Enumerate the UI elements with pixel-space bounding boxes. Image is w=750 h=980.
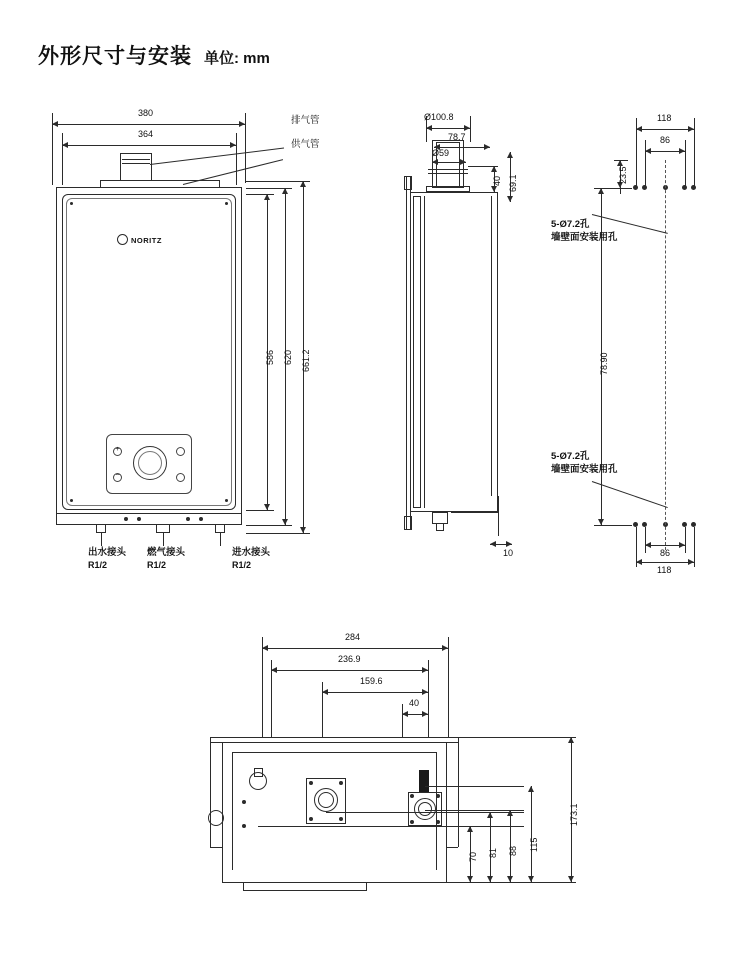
port-dot (186, 517, 190, 521)
ref-line-70 (258, 826, 524, 827)
dim-arrow (322, 689, 328, 695)
dim-arrow (679, 148, 685, 154)
dim-ext-line (694, 527, 695, 567)
callout-exhaust-pipe: 排气管 (291, 115, 320, 126)
dim-arrow (507, 152, 513, 158)
dim-arrow (484, 144, 490, 150)
label-outlet-spec: R1/2 (88, 560, 108, 570)
dim-arrow (271, 667, 277, 673)
dim-label-top-offset-a: 40 (492, 175, 502, 186)
mount-hole (691, 185, 696, 190)
port-dot (199, 517, 203, 521)
bottom-inner-plate (232, 752, 436, 753)
mount-hole (633, 185, 638, 190)
bottom-outline-step-r (446, 847, 458, 848)
dim-label-bottom-h2: 115 (529, 837, 539, 852)
screw-dot (70, 202, 73, 205)
power-button[interactable] (176, 473, 185, 482)
side-panel-strip (413, 196, 421, 508)
mount-hole (682, 185, 687, 190)
dim-label-mount-top-offset: 23.5 (618, 166, 628, 184)
dim-line-380 (52, 124, 245, 125)
dim-arrow (688, 126, 694, 132)
label-outlet-connection: 出水接头 (88, 547, 127, 558)
dim-arrow (491, 166, 497, 172)
dim-ext-line (645, 527, 646, 553)
mode-button[interactable] (176, 447, 185, 456)
note-hole-usage-2: 墙壁面安装用孔 (551, 464, 618, 475)
dim-arrow (636, 126, 642, 132)
dim-arrow (507, 876, 513, 882)
dim-arrow (422, 711, 428, 717)
back-plate-top (404, 176, 412, 190)
dim-arrow (491, 186, 497, 192)
dim-ext-line (468, 192, 498, 193)
note-leader (592, 481, 668, 508)
inlet-port-inner (418, 802, 432, 816)
dim-line-364 (62, 145, 236, 146)
dim-label-width-inner: 364 (138, 129, 154, 139)
dim-ext-line (694, 118, 695, 188)
mount-hole (642, 185, 647, 190)
side-panel-line (424, 196, 425, 508)
inlet-connector (215, 524, 225, 533)
dim-ext-line (246, 510, 274, 511)
dim-ext-line (685, 140, 686, 188)
flue-flange (428, 173, 468, 174)
gas-port-bolt (309, 781, 313, 785)
label-gas-spec: R1/2 (147, 560, 167, 570)
screw-dot (70, 499, 73, 502)
dim-label-flue-depth: 78.7 (448, 132, 466, 142)
dim-arrow (645, 542, 651, 548)
dim-arrow (262, 645, 268, 651)
dim-arrow (282, 519, 288, 525)
ref-line-81 (326, 812, 524, 813)
callout-leader (220, 533, 221, 546)
dim-line-236-9 (271, 670, 428, 671)
dim-line-115 (531, 786, 532, 882)
dim-line-159-6 (322, 692, 428, 693)
bottom-outline-top (210, 737, 458, 738)
dim-arrow (487, 876, 493, 882)
inlet-port-bolt (436, 820, 440, 824)
dim-line-284 (262, 648, 448, 649)
dim-arrow (467, 826, 473, 832)
dim-arrow (422, 689, 428, 695)
dim-arrow (464, 125, 470, 131)
dim-label-mount-bottom-outer: 118 (657, 565, 672, 575)
flue-detail (122, 163, 150, 164)
gas-port-bolt (339, 817, 343, 821)
side-panel-line (491, 196, 492, 496)
gas-connector (156, 524, 170, 533)
dim-arrow (239, 121, 245, 127)
dim-arrow (264, 504, 270, 510)
center-line (665, 160, 666, 550)
dim-arrow (230, 142, 236, 148)
dim-ext-line (246, 525, 292, 526)
port-dot (137, 517, 141, 521)
dim-arrow (402, 711, 408, 717)
dim-arrow (528, 786, 534, 792)
dim-label-bottom-h4: 81 (488, 847, 498, 858)
screw-dot (225, 202, 228, 205)
side-bottom-edge (451, 512, 498, 513)
dim-label-base-depth: 10 (503, 548, 514, 558)
callout-supply-pipe: 供气管 (291, 139, 320, 150)
dim-arrow (568, 876, 574, 882)
dim-label-mount-width-outer: 118 (657, 113, 672, 123)
dim-ext-line (448, 637, 449, 737)
side-bottom-nipple (436, 523, 444, 531)
dim-ext-line (614, 160, 628, 161)
ref-line-173 (446, 737, 576, 738)
screw-dot (225, 499, 228, 502)
dim-arrow (442, 645, 448, 651)
dim-ext-line (402, 704, 403, 737)
flue-pipe (120, 153, 152, 181)
title-heading: 外形尺寸与安装 (38, 45, 192, 68)
brand-name: NORITZ (131, 236, 162, 245)
label-inlet-connection: 进水接头 (232, 547, 271, 558)
display-dial-inner (138, 451, 162, 475)
page-title (38, 40, 270, 70)
outlet-port-square (254, 768, 263, 777)
dim-label-bottom-h3: 88 (508, 845, 518, 856)
plus-icon: + (115, 446, 120, 453)
flue-inner-body (436, 142, 460, 188)
dim-label-mount-bottom-inner: 86 (660, 548, 671, 558)
ref-line-base (446, 882, 576, 883)
dim-label-height-total: 661.2 (301, 349, 311, 372)
dim-arrow (506, 541, 512, 547)
dim-arrow (52, 121, 58, 127)
dim-arrow (467, 876, 473, 882)
dim-arrow (598, 519, 604, 525)
minus-icon: − (115, 472, 120, 479)
flue-detail (122, 159, 150, 160)
title-unit: 单位: mm (204, 50, 270, 67)
flue-flange (428, 169, 468, 170)
back-plate-edge (406, 176, 407, 530)
dim-arrow (645, 148, 651, 154)
port-dot (124, 517, 128, 521)
dim-arrow (300, 181, 306, 187)
dim-label-bottom-w1: 284 (345, 632, 361, 642)
dim-ext-line (470, 116, 471, 142)
inlet-stub (419, 770, 429, 792)
screw-dot (242, 824, 246, 828)
bottom-outline-step-l (210, 847, 222, 848)
dim-label-bottom-w2: 236.9 (338, 654, 361, 664)
dim-arrow (528, 876, 534, 882)
dim-arrow (426, 125, 432, 131)
callout-leader (101, 533, 102, 546)
dim-ext-line (62, 133, 63, 185)
dim-ext-line (245, 113, 246, 183)
bottom-tab (243, 882, 367, 891)
dim-arrow (507, 196, 513, 202)
note-hole-spec-1: 5-Ø7.2孔 (551, 219, 590, 230)
note-leader (592, 214, 668, 234)
note-hole-spec-2: 5-Ø7.2孔 (551, 451, 590, 462)
dim-label-mount-height: 78.90 (599, 352, 609, 375)
dim-arrow (688, 559, 694, 565)
side-bottom-edge (498, 496, 499, 536)
dim-arrow (264, 194, 270, 200)
dim-label-height-mid: 620 (283, 349, 293, 365)
dim-line-118-bottom (636, 562, 694, 563)
note-hole-usage-1: 墙壁面安装用孔 (551, 232, 618, 243)
inlet-port-bolt (410, 820, 414, 824)
dim-arrow (679, 542, 685, 548)
dim-ext-line (246, 533, 310, 534)
dim-ext-line (428, 704, 429, 737)
dim-ext-line (685, 527, 686, 553)
dim-ext-line (236, 133, 237, 185)
dim-label-bottom-h5: 70 (468, 851, 478, 862)
inlet-port-bolt (436, 794, 440, 798)
gas-port-bolt (309, 817, 313, 821)
bottom-outline-left (210, 737, 211, 847)
gas-port-bolt (339, 781, 343, 785)
dim-arrow (282, 188, 288, 194)
dim-label-top-offset-b: 69.1 (508, 174, 518, 192)
label-gas-connection: 燃气接头 (147, 547, 186, 558)
dim-label-height-body: 586 (265, 349, 275, 365)
dim-label-bottom-h1: 173.1 (569, 803, 579, 826)
dim-arrow (62, 142, 68, 148)
dim-label-flue-inner-dia: Ø59 (432, 148, 450, 158)
dim-arrow (507, 810, 513, 816)
dim-arrow (487, 812, 493, 818)
bottom-outline-right (458, 737, 459, 847)
dim-label-bottom-w4: 40 (409, 698, 420, 708)
ref-line-115 (425, 786, 524, 787)
dim-ext-line (594, 525, 632, 526)
brand-mark-icon (117, 234, 128, 245)
bottom-outline-top2 (210, 742, 458, 743)
gas-port-inner (318, 792, 334, 808)
dim-arrow (300, 527, 306, 533)
dim-arrow (636, 559, 642, 565)
dim-label-flue-outer-dia: Ø100.8 (424, 112, 454, 122)
dim-label-bottom-w3: 159.6 (360, 676, 383, 686)
bottom-inner-plate (232, 752, 233, 870)
screw-dot (242, 800, 246, 804)
inlet-port-bolt (410, 794, 414, 798)
back-plate-bottom (404, 516, 412, 530)
dim-arrow (490, 541, 496, 547)
dim-label-mount-width-inner: 86 (660, 135, 671, 145)
dim-ext-line (262, 637, 263, 737)
dim-arrow (598, 188, 604, 194)
dim-arrow (422, 667, 428, 673)
callout-leader (150, 148, 284, 165)
callout-leader (163, 533, 164, 546)
dim-label-width-outer: 380 (138, 108, 154, 118)
dim-line-118-top (636, 129, 694, 130)
side-hole (208, 810, 224, 826)
label-inlet-spec: R1/2 (232, 560, 252, 570)
outlet-connector (96, 524, 106, 533)
dim-arrow (568, 737, 574, 743)
